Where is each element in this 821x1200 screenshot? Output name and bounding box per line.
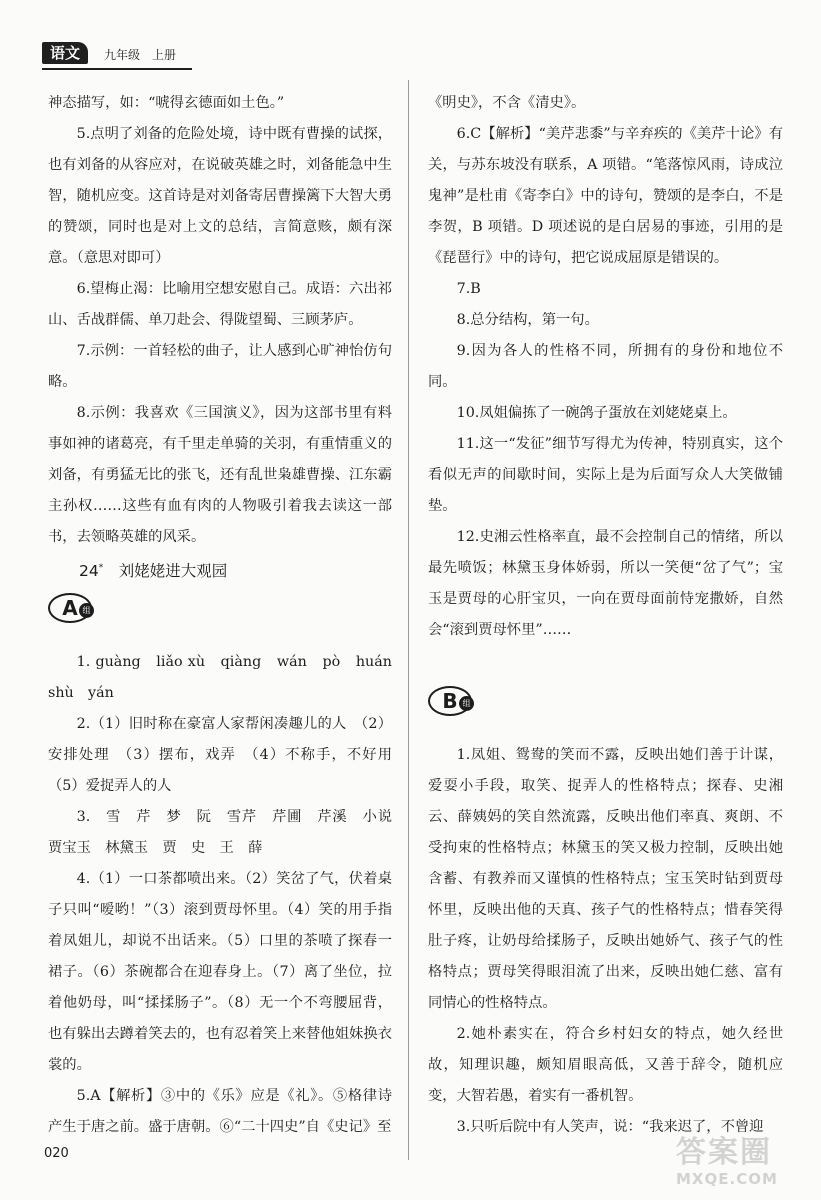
answer-paragraph: 5.A【解析】③中的《乐》应是《礼》。⑤格律诗产生于唐之前。盛于唐朝。⑥“二十四史”自《史记》至 — [48, 1088, 392, 1136]
answer-paragraph: 4.（1）一口茶都喷出来。（2）笑岔了气，伏着桌子只叫“嗳哟！”（3）滚到贾母怀里。（4）笑的用手指着凤姐儿，却说不出话来。（5）口里的茶喷了探春一裙子。（6）茶碗都合在迎春身上。（7）离了坐位，拉着他奶母，叫“揉揉肠子”。（8）无一个不弯腰屈背，也有躲出去蹲着笑去的，也有忍着笑上来替他姐妹换衣裳的。 — [48, 871, 392, 1074]
group-a-badge — [48, 591, 96, 621]
answer-paragraph: 1.凤姐、鸳鸯的笑而不露，反映出她们善于计谋，爱耍小手段，取笑、捉弄人的性格特点；探春、史湘云、薛姨妈的笑自然流露，反映出他们率真、爽朗、不受拘束的性格特点；林黛玉的笑又极力控制，反映出她含蓄、有教养而又谨慎的性格特点；宝玉笑时钻到贾母怀里，反映出他的天真、孩子气的性格特点；惜春笑得肚子疼，让奶母给揉肠子，反映出她娇气、孩子气的性格特点；贾母笑得眼泪流了出来，反映出她仁慈、富有同情心的性格特点。 — [428, 747, 783, 1011]
site-watermark — [676, 1136, 806, 1192]
answer-paragraph: 6.望梅止渴：比喻用空想安慰自己。成语：六出祁山、舌战群儒、单刀赴会、得陇望蜀、三顾茅庐。 — [48, 281, 392, 328]
answer-paragraph: 9.因为各人的性格不同，所拥有的身份和地位不同。 — [428, 343, 783, 390]
header-rule — [42, 68, 192, 70]
answer-paragraph: 6.C【解析】“美芹悲黍”与辛弃疾的《美芹十论》有关，与苏东坡没有联系，A 项错。“笔落惊风雨，诗成泣鬼神”是杜甫《寄李白》中的诗句，赞颂的是李白，不是李贺，B 项错。D 项述说的是白居易的事迹，引用的是《琵琶行》中的诗句，把它说成屈原是错误的。 — [428, 126, 783, 266]
watermark-logo-text: 答案圈 — [676, 1135, 772, 1170]
grade-label: 九年级 上册 — [104, 48, 177, 62]
badge-letter: B — [428, 686, 472, 716]
badge-suffix: 组 — [79, 603, 94, 618]
column-divider — [408, 80, 409, 1160]
section-title-text: 刘姥姥进大观园 — [118, 562, 228, 581]
answer-paragraph: 10.凤姐偏拣了一碗鸽子蛋放在刘姥姥桌上。 — [456, 405, 737, 421]
section-mark: * — [98, 563, 104, 573]
answer-paragraph: 神态描写，如：“唬得玄德面如土色。” — [48, 95, 285, 111]
right-column — [428, 88, 783, 1143]
answer-paragraph: 8.总分结构，第一句。 — [456, 312, 599, 328]
section-number: 24 — [79, 562, 99, 581]
answer-paragraph: 7.B — [456, 281, 481, 297]
answer-paragraph: 5.点明了刘备的危险处境，诗中既有曹操的试探，也有刘备的从容应对，在说破英雄之时，刘备能急中生智，随机应变。这首诗是对刘备寄居曹操篱下大智大勇的赞颂，同时也是对上文的总结，言简意赅，颇有深意。（意思对即可） — [48, 126, 392, 266]
page-number: 020 — [44, 1146, 69, 1161]
answer-paragraph: 7.示例：一首轻松的曲子，让人感到心旷神怡仿句略。 — [48, 343, 392, 390]
left-column — [48, 88, 407, 1143]
badge-letter: A — [48, 593, 92, 623]
answer-paragraph: 3.只听后院中有人笑声，说：“我来迟了，不曾迎 — [456, 1119, 764, 1135]
answer-paragraph: 1. guàng liǎo xù qiàng wán pò huán shù yán — [48, 654, 407, 702]
answer-paragraph: 12.史湘云性格率直，最不会控制自己的情绪，所以最先喷饭；林黛玉身体娇弱，所以一笑便“岔了气”；宝玉是贾母的心肝宝贝，一向在贾母面前恃宠撒娇，自然会“滚到贾母怀里”…… — [428, 529, 783, 638]
answer-paragraph: 8.示例：我喜欢《三国演义》，因为这部书里有料事如神的诸葛亮，有千里走单骑的关羽，有重情重义的刘备，有勇猛无比的张飞，还有乱世枭雄曹操、江东霸主孙权……这些有血有肉的人物吸引着我去读这一部书，去领略英雄的风采。 — [48, 405, 392, 545]
answer-paragraph: 《明史》，不含《清史》。 — [428, 95, 586, 111]
subject-tag: 语文 — [42, 42, 88, 64]
badge-suffix: 组 — [459, 696, 474, 711]
section-title — [48, 553, 392, 587]
page-header — [42, 42, 342, 66]
answer-paragraph: 2.（1）旧时称在豪富人家帮闲凑趣儿的人 （2）安排处理 （3）摆布，戏弄 （4）不称手，不好用 （5）爱捉弄人的人 — [48, 716, 407, 795]
answer-paragraph: 2.她朴素实在，符合乡村妇女的特点，她久经世故，知理识趣，颇知眉眼高低，又善于辞令，随机应变，大智若愚，着实有一番机智。 — [428, 1026, 783, 1104]
group-b-badge — [428, 684, 476, 714]
answer-paragraph: 11.这一“发征”细节写得尤为传神，特别真实，这个看似无声的间歇时间，实际上是为后面写众人大笑做铺垫。 — [428, 436, 783, 514]
watermark-url: MXQE.COM — [676, 1170, 778, 1188]
answer-paragraph: 3. 雪 芹 梦 阮 雪芹 芹圃 芹溪 小说 贾宝玉 林黛玉 贾 史 王 薛 — [48, 809, 407, 857]
